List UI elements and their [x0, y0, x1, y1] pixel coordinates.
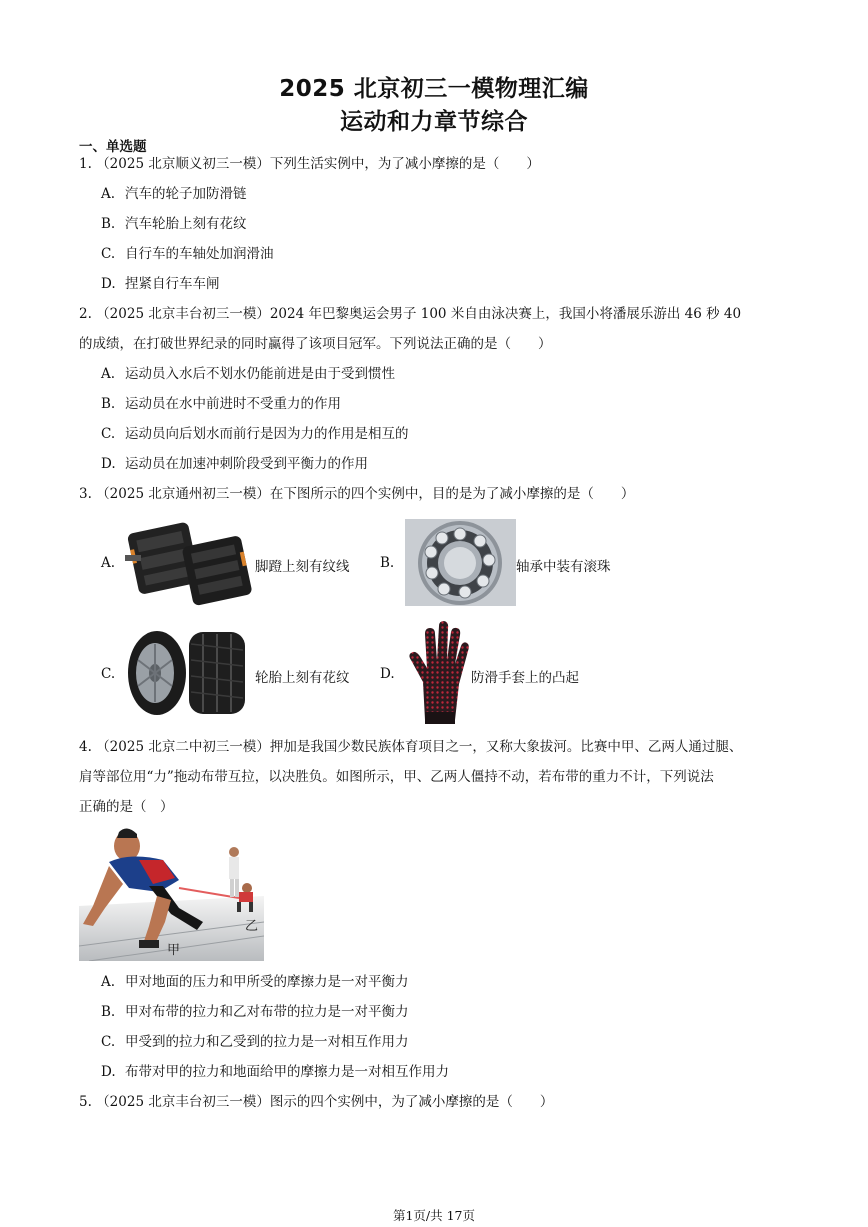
option-label: B.: [101, 1004, 116, 1020]
option-label: C.: [101, 1034, 116, 1050]
question-1-option-c: [101, 245, 274, 263]
option-text: 运动员在水中前进时不受重力的作用: [125, 396, 341, 412]
question-3-option-d-label: D.: [380, 666, 395, 682]
page-footer: 第1页/共 17页: [392, 1208, 476, 1223]
anti-slip-glove-image: [405, 620, 471, 724]
question-2-option-d: [101, 455, 368, 473]
option-text: 布带对甲的拉力和地面给甲的摩擦力是一对相互作用力: [125, 1064, 449, 1080]
question-4-option-b: [101, 1003, 409, 1021]
question-3-option-a-text: 脚蹬上刻有纹线: [255, 559, 350, 575]
option-text: 运动员入水后不划水仍能前进是由于受到惯性: [125, 366, 395, 382]
question-3-option-b-text: 轴承中装有滚珠: [516, 559, 611, 575]
question-1-option-b: [101, 215, 247, 233]
question-2-option-b: [101, 395, 341, 413]
option-label: A.: [101, 974, 116, 990]
question-5-stem: 5. （2025 北京丰台初三一模）图示的四个实例中，为了减小摩擦的是（ ）: [79, 1094, 554, 1110]
question-3-option-d-text: 防滑手套上的凸起: [471, 670, 579, 686]
ball-bearing-image: [405, 519, 516, 606]
question-1-stem: 1. （2025 北京顺义初三一模）下列生活实例中，为了减小摩擦的是（ ）: [79, 156, 540, 172]
option-label: A.: [101, 366, 116, 382]
option-label: D.: [101, 456, 116, 472]
figure-label-jia: 甲: [167, 943, 181, 958]
question-4-stem-line1: 4. （2025 北京二中初三一模）押加是我国少数民族体育项目之一，又称大象拔河。比赛中甲、乙两人通过腿、: [79, 739, 743, 755]
question-1-option-a: [101, 185, 247, 203]
option-label: B.: [101, 396, 116, 412]
question-3-option-c-label: C.: [101, 666, 116, 682]
option-label: A.: [101, 186, 116, 202]
question-4-stem-line3: 正确的是（ ）: [79, 799, 174, 815]
option-text: 汽车的轮子加防滑链: [125, 186, 247, 202]
question-3-option-a-label: A.: [101, 555, 116, 571]
tire-tread-image: [125, 630, 249, 716]
page-title: 2025 北京初三一模物理汇编: [279, 76, 589, 102]
option-label: B.: [101, 216, 116, 232]
question-1-option-d: [101, 275, 220, 293]
option-text: 甲对布带的拉力和乙对布带的拉力是一对平衡力: [125, 1004, 409, 1020]
page-subtitle: 运动和力章节综合: [340, 109, 528, 135]
question-4-option-a: [101, 973, 409, 991]
option-text: 捏紧自行车车闸: [125, 276, 220, 292]
tug-of-war-image: [79, 826, 264, 961]
option-text: 汽车轮胎上刻有花纹: [125, 216, 247, 232]
option-label: C.: [101, 246, 116, 262]
option-text: 运动员在加速冲刺阶段受到平衡力的作用: [125, 456, 368, 472]
question-2-option-c: [101, 425, 409, 443]
option-label: D.: [101, 276, 116, 292]
question-3-option-b-label: B.: [380, 555, 395, 571]
option-label: C.: [101, 426, 116, 442]
option-text: 甲受到的拉力和乙受到的拉力是一对相互作用力: [125, 1034, 409, 1050]
question-2-stem-line2: 的成绩，在打破世界纪录的同时赢得了该项目冠军。下列说法正确的是（ ）: [79, 336, 552, 352]
option-text: 甲对地面的压力和甲所受的摩擦力是一对平衡力: [125, 974, 409, 990]
question-3-stem: 3. （2025 北京通州初三一模）在下图所示的四个实例中，目的是为了减小摩擦的是（ ）: [79, 486, 635, 502]
question-4-stem-line2: 肩等部位用“力”拖动布带互拉，以决胜负。如图所示，甲、乙两人僵持不动，若布带的重力不计，下列说法: [79, 769, 714, 785]
option-text: 运动员向后划水而前行是因为力的作用是相互的: [125, 426, 409, 442]
question-2-option-a: [101, 365, 395, 383]
figure-label-yi: 乙: [245, 919, 259, 934]
question-3-option-c-text: 轮胎上刻有花纹: [255, 670, 350, 686]
bicycle-pedal-image: [125, 515, 255, 608]
section-heading: 一、单选题: [79, 139, 147, 155]
question-4-option-d: [101, 1063, 449, 1081]
option-text: 自行车的车轴处加润滑油: [125, 246, 274, 262]
question-2-stem-line1: 2. （2025 北京丰台初三一模）2024 年巴黎奥运会男子 100 米自由泳决赛上，我国小将潘展乐游出 46 秒 40: [79, 306, 742, 322]
option-label: D.: [101, 1064, 116, 1080]
question-4-option-c: [101, 1033, 409, 1051]
